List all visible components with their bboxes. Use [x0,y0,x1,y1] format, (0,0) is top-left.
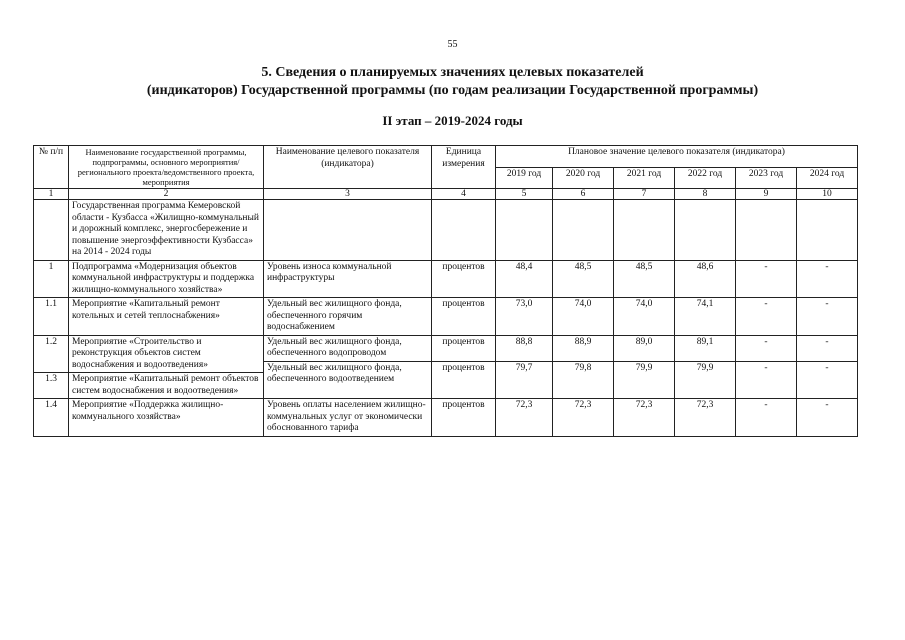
row-value: 79,8 [553,361,614,399]
row-value: 72,3 [614,399,675,437]
column-number: 7 [614,189,675,200]
row-value: 48,6 [675,260,736,298]
header-row [34,146,858,168]
header-year: 2023 год [736,167,797,189]
row-value: 88,8 [496,335,553,361]
row-unit: процентов [432,361,496,399]
row-value: 88,9 [553,335,614,361]
header-unit: Единица измерения [432,146,496,189]
row-value: - [797,361,858,399]
row-value [553,200,614,261]
row-value: 79,7 [496,361,553,399]
header-indicator-name: Наименование целевого показателя (индикатора) [264,146,432,189]
row-value: 48,4 [496,260,553,298]
row-program-name: Мероприятие «Поддержка жилищно-коммунального хозяйства» [69,399,264,437]
row-value: 89,1 [675,335,736,361]
row-value: 73,0 [496,298,553,336]
page-title [0,64,905,100]
row-value: - [736,361,797,399]
column-number: 1 [34,189,69,200]
row-value: - [797,335,858,361]
row-unit: процентов [432,399,496,437]
row-unit [432,200,496,261]
row-unit: процентов [432,298,496,336]
row-value: 72,3 [553,399,614,437]
row-value: 48,5 [553,260,614,298]
header-year: 2024 год [797,167,858,189]
column-number: 8 [675,189,736,200]
row-unit: процентов [432,260,496,298]
row-indicator: Удельный вес жилищного фонда, обеспеченного горячим водоснабжением [264,298,432,336]
row-program-name: Подпрограмма «Модернизация объектов коммунальной инфраструктуры и поддержка жилищно-коммунального хозяйства» [69,260,264,298]
row-num: 1 [34,260,69,298]
row-value: 74,0 [614,298,675,336]
row-value: - [736,399,797,437]
row-num: 1.2 [34,335,69,373]
row-value [496,200,553,261]
row-value: 48,5 [614,260,675,298]
row-value: - [736,335,797,361]
column-number: 9 [736,189,797,200]
row-value: 89,0 [614,335,675,361]
row-value: - [736,298,797,336]
header-year: 2019 год [496,167,553,189]
row-value: - [797,399,858,437]
row-program-name: Государственная программа Кемеровской области - Кузбасса «Жилищно-коммунальный и дорожный комплекс, энергосбережение и повышение энергоэффективности Кузбасса» на 2014 - 2024 годы [69,200,264,261]
table-row [34,200,858,261]
row-value: 74,1 [675,298,736,336]
row-value: 72,3 [496,399,553,437]
row-indicator: Удельный вес жилищного фонда, обеспеченного водопроводом [264,335,432,361]
table-row [34,335,858,361]
row-value [797,200,858,261]
indicators-table [33,145,858,437]
row-value: - [736,260,797,298]
row-program-name: Мероприятие «Строительство и реконструкция объектов систем водоснабжения и водоотведения» [69,335,264,373]
row-program-name: Мероприятие «Капитальный ремонт котельных и сетей теплоснабжения» [69,298,264,336]
column-number: 4 [432,189,496,200]
title-line-1: 5. Сведения о планируемых значениях целевых показателей [261,65,644,80]
row-num: 1.3 [34,373,69,399]
row-value: - [797,298,858,336]
row-value: 79,9 [675,361,736,399]
row-num: 1.1 [34,298,69,336]
row-indicator: Уровень оплаты населением жилищно-коммунальных услуг от экономически обоснованного тарифа [264,399,432,437]
row-indicator [264,200,432,261]
row-indicator: Удельный вес жилищного фонда, обеспеченного водоотведением [264,361,432,399]
row-value [736,200,797,261]
row-num: 1.4 [34,399,69,437]
row-value: 79,9 [614,361,675,399]
header-program-name: Наименование государственной программы, подпрограммы, основного мероприятия/регионального проекта/ведомственного проекта, мероприятия [69,146,264,189]
header-year: 2020 год [553,167,614,189]
column-number: 3 [264,189,432,200]
table-row [34,298,858,336]
column-number: 10 [797,189,858,200]
row-indicator: Уровень износа коммунальной инфраструктуры [264,260,432,298]
row-value [614,200,675,261]
row-value: 74,0 [553,298,614,336]
header-year: 2021 год [614,167,675,189]
header-year: 2022 год [675,167,736,189]
row-unit: процентов [432,335,496,361]
page-number: 55 [447,39,458,50]
row-num [34,200,69,261]
row-program-name: Мероприятие «Капитальный ремонт объектов систем водоснабжения и водоотведения» [69,373,264,399]
row-value: 72,3 [675,399,736,437]
table-row [34,260,858,298]
column-number: 5 [496,189,553,200]
title-line-2: (индикаторов) Государственной программы (по годам реализации Государственной программы) [146,83,759,98]
row-value: - [797,260,858,298]
stage-subtitle: II этап – 2019-2024 годы [382,113,523,128]
column-number: 6 [553,189,614,200]
column-numbers-row [34,189,858,200]
row-value [675,200,736,261]
header-num: № п/п [34,146,69,189]
header-planned-value: Плановое значение целевого показателя (индикатора) [496,146,858,168]
column-number: 2 [69,189,264,200]
table-row [34,399,858,437]
